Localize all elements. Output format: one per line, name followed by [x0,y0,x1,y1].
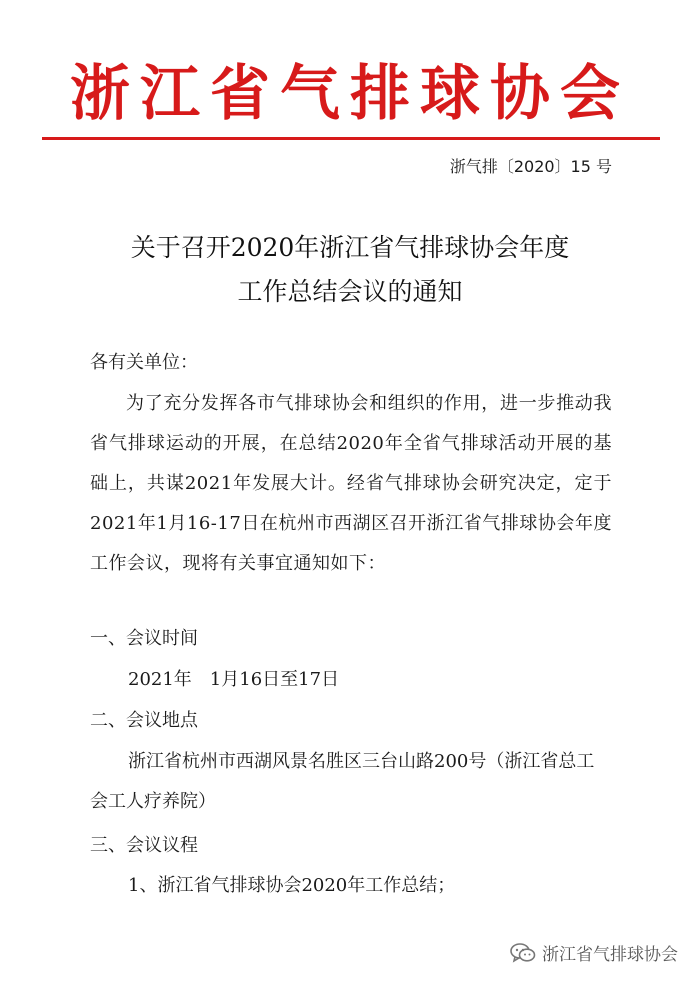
wechat-watermark [510,940,678,965]
meeting-address: 浙江省杭州市西湖风景名胜区三台山路200号（浙江省总工会工人疗养院） [90,751,595,812]
watermark-text: 浙江省气排球协会 [542,945,678,965]
salutation: 各有关单位： [90,352,198,373]
intro-paragraph: 为了充分发挥各市气排球协会和组织的作用，进一步推动我省气排球运动的开展，在总结2020年全省气排球活动开展的基础上，共谋2021年发展大计。经省气排球协会研究决定，定于2021年1月16-17日在杭州市西湖区召开浙江省气排球协会年度工作会议，现将有关事宜通知如下： [90,393,612,574]
section-heading-time: 一、会议时间 [90,628,198,649]
masthead-title: 浙江省气排球协会 [70,59,630,129]
section-heading-agenda: 三、会议议程 [90,835,198,856]
section-heading-place: 二、会议地点 [90,710,198,731]
meeting-time: 2021年 1月16日至17日 [128,669,340,690]
agenda-item: 1、浙江省气排球协会2020年工作总结； [128,875,456,896]
wechat-icon [510,943,536,963]
notice-title-line-1: 关于召开2020年浙江省气排球协会年度 [130,233,570,262]
red-divider-line [42,137,660,140]
document-number: 浙气排〔2020〕15 号 [449,157,612,176]
notice-title-line-2: 工作总结会议的通知 [237,277,463,306]
notice-title [0,226,700,314]
